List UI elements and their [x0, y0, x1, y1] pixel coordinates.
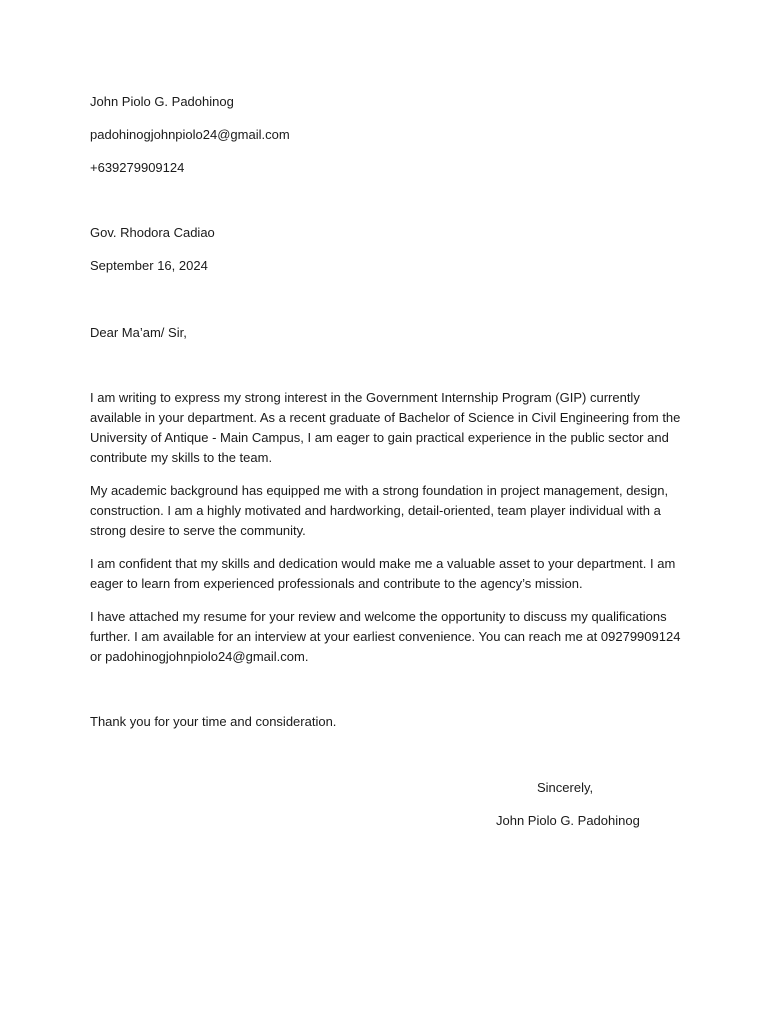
body-paragraph-4: [90, 607, 680, 667]
letter-date: September 16, 2024: [90, 258, 208, 273]
paragraph-line: I am writing to express my strong interest in the Government Internship Program (GIP) currently: [90, 390, 640, 405]
thanks-line: Thank you for your time and consideration.: [90, 714, 337, 729]
sender-name: John Piolo G. Padohinog: [90, 94, 234, 109]
body-paragraph-1: [90, 388, 680, 468]
valediction: Sincerely,: [537, 780, 594, 795]
paragraph-line: further. I am available for an interview at your earliest convenience. You can reach me at 09279909124: [90, 629, 681, 644]
paragraph-line: I am confident that my skills and dedication would make me a valuable asset to your department. I am: [90, 556, 676, 571]
recipient-name: Gov. Rhodora Cadiao: [90, 225, 215, 240]
sender-email: padohinogjohnpiolo24@gmail.com: [90, 127, 290, 142]
paragraph-line: available in your department. As a recent graduate of Bachelor of Science in Civil Engineering from the: [90, 410, 681, 425]
signature-name: John Piolo G. Padohinog: [496, 813, 640, 828]
body-paragraph-2: [90, 481, 680, 541]
paragraph-line: contribute my skills to the team.: [90, 450, 273, 465]
paragraph-line: strong desire to serve the community.: [90, 523, 306, 538]
paragraph-line: University of Antique - Main Campus, I am eager to gain practical experience in the public sector and: [90, 430, 669, 445]
paragraph-line: construction. I am a highly motivated and hardworking, detail-oriented, team player individual with a: [90, 503, 661, 518]
sender-phone: +639279909124: [90, 160, 185, 175]
body-paragraph-3: [90, 554, 680, 594]
paragraph-line: or padohinogjohnpiolo24@gmail.com.: [90, 649, 309, 664]
salutation: Dear Ma’am/ Sir,: [90, 325, 187, 340]
paragraph-line: My academic background has equipped me with a strong foundation in project management, design,: [90, 483, 669, 498]
paragraph-line: eager to learn from experienced professionals and contribute to the agency’s mission.: [90, 576, 583, 591]
paragraph-line: I have attached my resume for your review and welcome the opportunity to discuss my qualifications: [90, 609, 667, 624]
